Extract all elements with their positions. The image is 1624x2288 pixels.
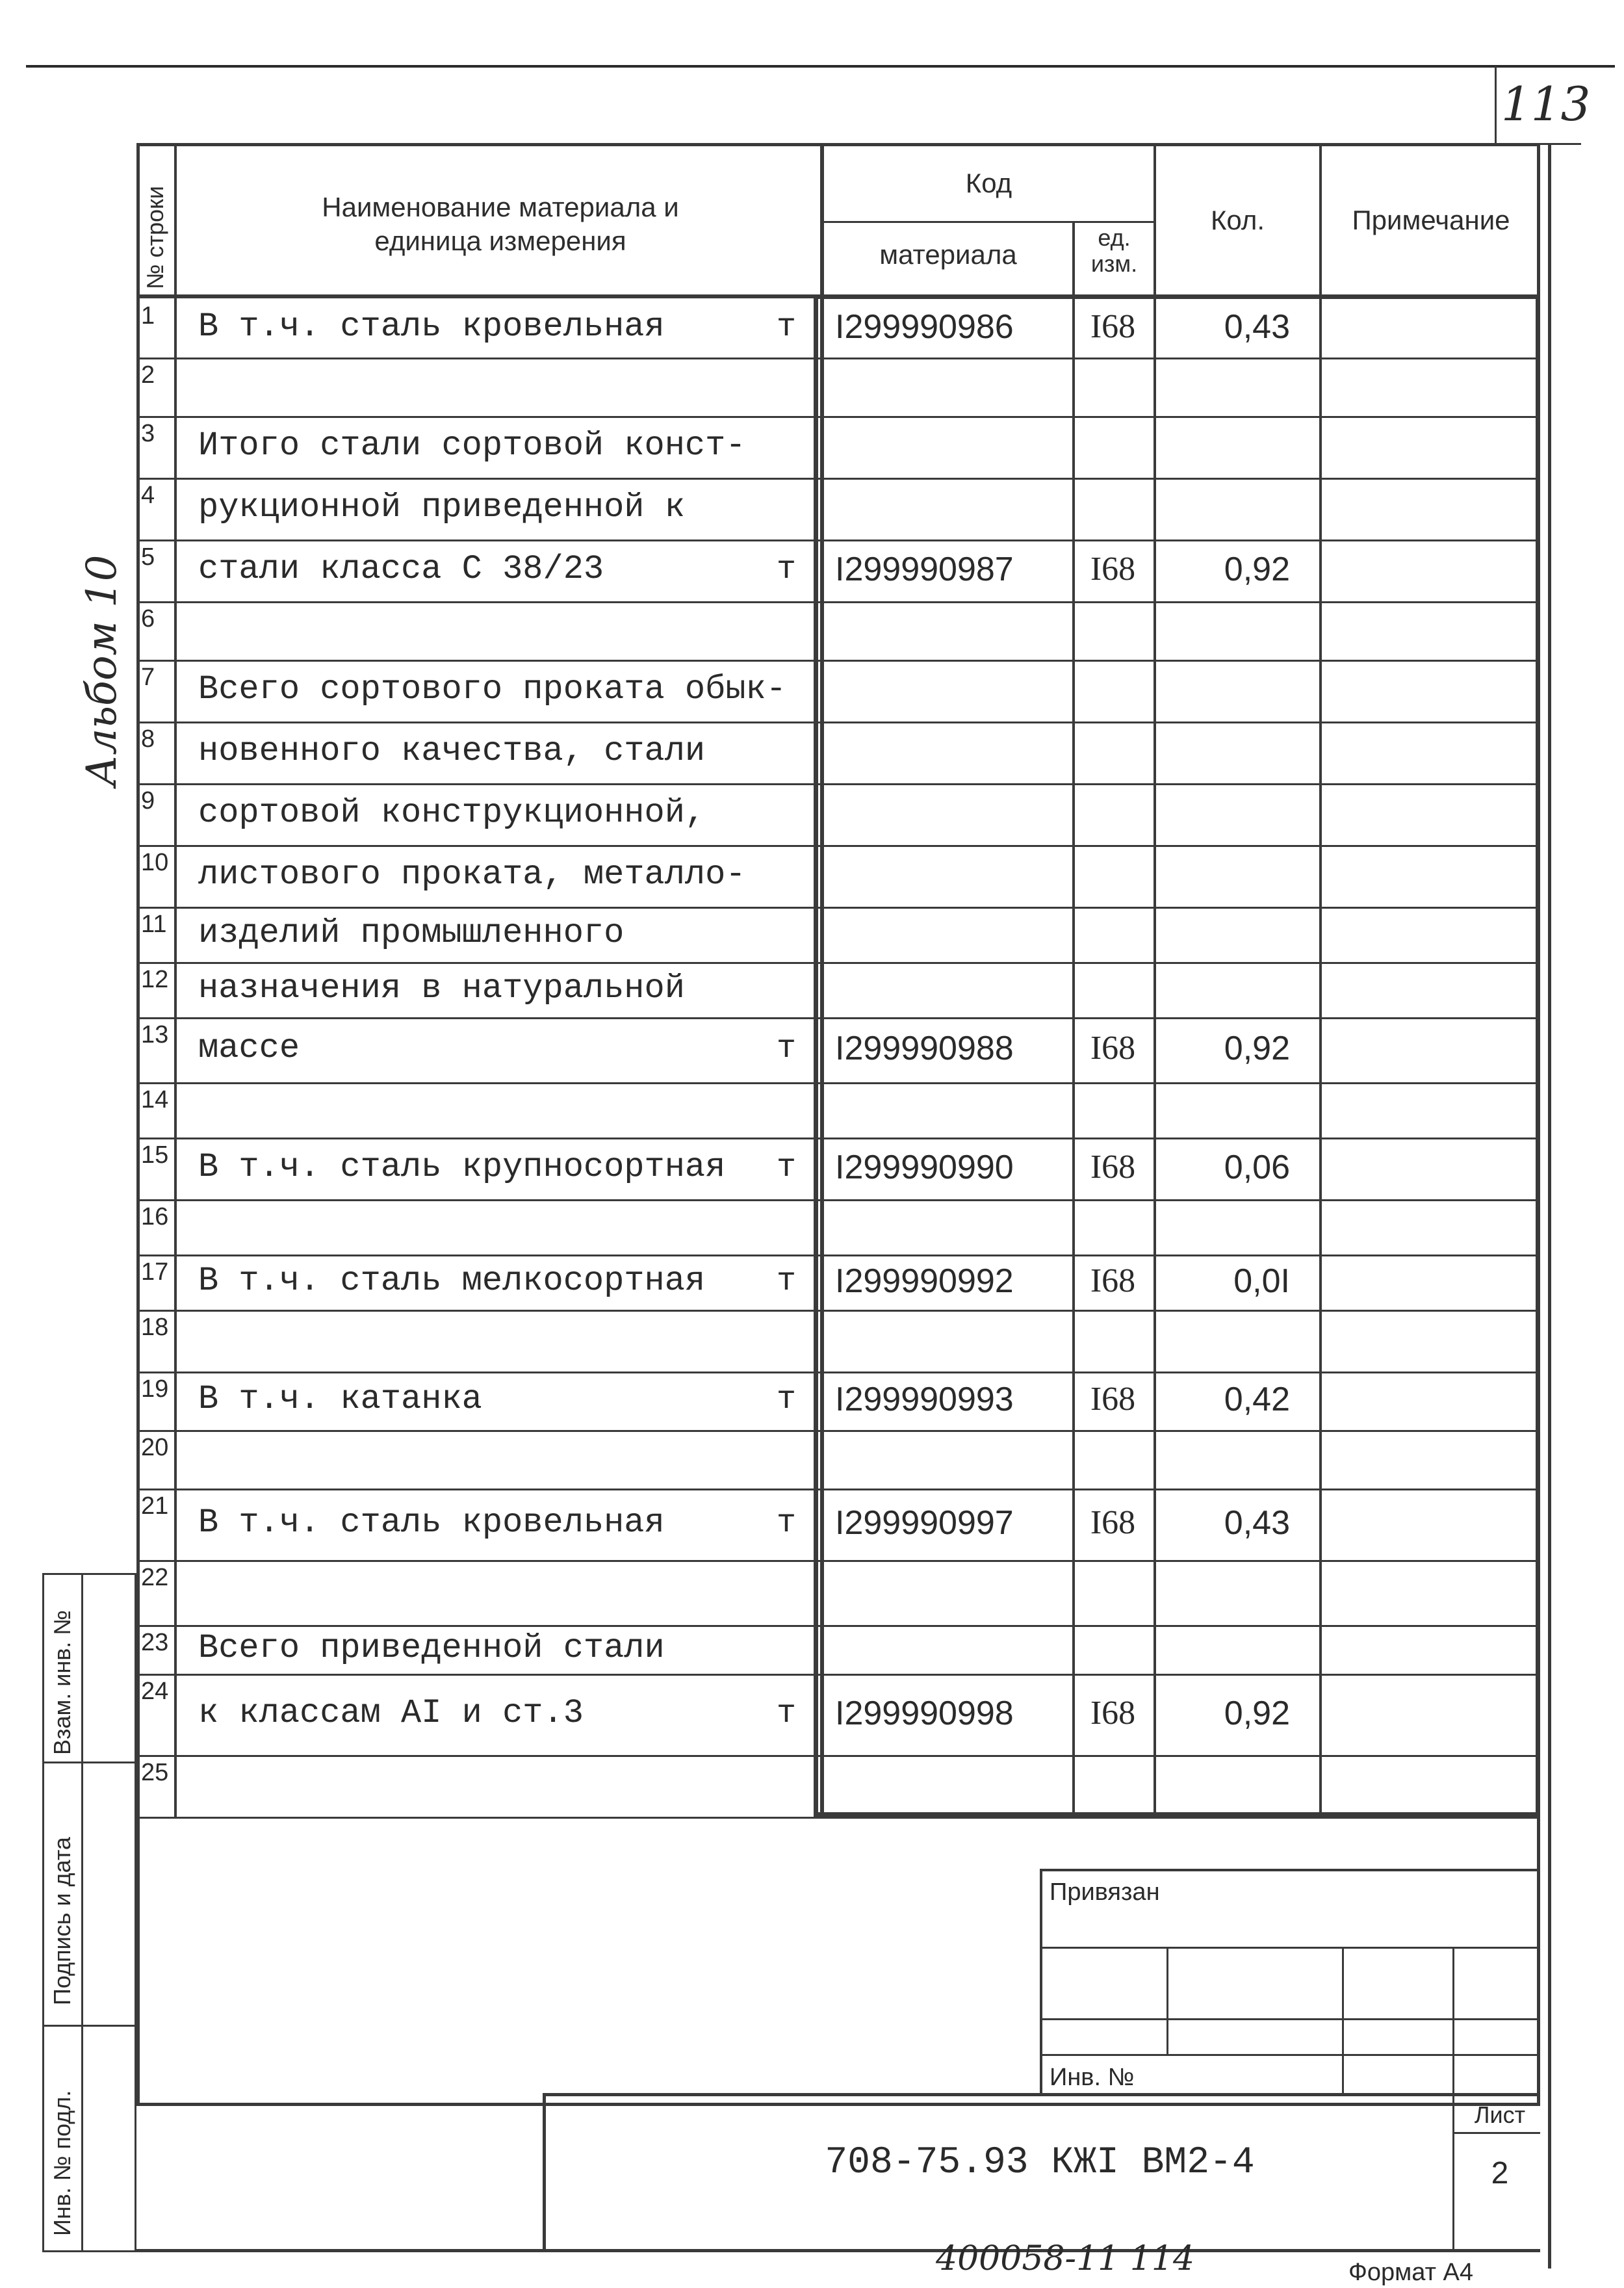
quantity: 0,42 [1224, 1381, 1290, 1418]
side-stamp-divider-2 [42, 2025, 136, 2027]
unit-code: I68 [1090, 1030, 1136, 1067]
row-number: 13 [141, 1021, 169, 1048]
row-number: 20 [141, 1434, 169, 1461]
material-name: изделий промышленного [198, 913, 625, 952]
header-name-line2: единица измерения [374, 226, 626, 256]
unit-label: т [777, 1381, 797, 1418]
material-name: В т.ч. сталь кровельная [198, 307, 665, 346]
inv-no-label: Инв. № [1050, 2064, 1135, 2091]
material-code: I299990997 [835, 1504, 1014, 1542]
row-number: 23 [141, 1629, 169, 1656]
side-stamp-podpis: Подпись и дата [49, 1837, 75, 2005]
attached-col-2 [1342, 1947, 1344, 2093]
code-subheader-line [820, 221, 1154, 223]
row-line [136, 1138, 1540, 1139]
quantity: 0,43 [1224, 307, 1290, 346]
row-line [136, 1310, 1540, 1312]
quantity: 0,92 [1224, 1694, 1290, 1732]
unit-label: т [777, 1262, 797, 1300]
row-number: 14 [141, 1086, 169, 1113]
attached-line-1 [1040, 1947, 1540, 1949]
material-code: I299990987 [835, 550, 1014, 588]
format-label: Формат А4 [1348, 2259, 1474, 2286]
unit-code: I68 [1090, 550, 1136, 588]
header-name-line1: Наименование материала и [322, 192, 679, 222]
row-line [136, 1430, 1540, 1432]
attached-line-2 [1040, 2018, 1540, 2020]
stamp-left-line [543, 2093, 546, 2252]
sheet-label: Лист [1474, 2101, 1526, 2128]
row-number: 8 [141, 725, 155, 753]
unit-code: I68 [1090, 307, 1136, 345]
row-line [136, 1755, 1540, 1757]
material-name: листового проката, металло- [198, 855, 746, 894]
quantity: 0,92 [1224, 550, 1290, 588]
unit-label: т [777, 1030, 797, 1067]
quantity: 0,92 [1224, 1030, 1290, 1067]
attached-col-3 [1452, 1947, 1454, 2093]
sheet-bottom-line [136, 2249, 1540, 2252]
row-number: 22 [141, 1564, 169, 1591]
row-number: 6 [141, 605, 155, 632]
row-number: 21 [141, 1492, 169, 1520]
row-line [136, 1560, 1540, 1562]
unit-label: т [777, 551, 797, 588]
material-name: сортовой конструкционной, [198, 793, 706, 832]
header-qty: Кол. [1210, 205, 1265, 235]
unit-code: I68 [1090, 1504, 1136, 1541]
unit-code: I68 [1090, 1148, 1136, 1186]
row-line [136, 845, 1540, 847]
side-stamp-divider-v [81, 1573, 83, 2252]
unit-code: I68 [1090, 1262, 1136, 1299]
header-code-material: материала [879, 239, 1017, 270]
row-line [136, 1254, 1540, 1256]
header-code: Код [965, 168, 1012, 198]
row-number: 25 [141, 1759, 169, 1786]
unit-code: I68 [1090, 1381, 1136, 1418]
row-number: 18 [141, 1314, 169, 1341]
side-stamp-divider-1 [42, 1762, 136, 1763]
header-line-no: № строки [142, 185, 168, 289]
row-line [136, 1082, 1540, 1084]
row-line [136, 1488, 1540, 1490]
side-stamp-inv-podl: Инв. № подл. [49, 2090, 75, 2236]
row-line [136, 1199, 1540, 1201]
material-name: Итого стали сортовой конст- [198, 426, 746, 465]
row-number: 2 [141, 361, 155, 389]
material-name: стали класса С 38/23 [198, 549, 604, 588]
attached-line-3 [1040, 2054, 1540, 2056]
unit-label: т [777, 1149, 797, 1186]
row-line [136, 478, 1540, 480]
row-number: 16 [141, 1203, 169, 1230]
material-name: к классам АI и ст.3 [198, 1693, 584, 1732]
row-line [136, 1017, 1540, 1019]
row-number: 15 [141, 1141, 169, 1169]
header-note: Примечание [1352, 205, 1510, 235]
row-line [136, 416, 1540, 418]
material-name: назначения в натуральной [198, 968, 685, 1008]
material-name: В т.ч. сталь мелкосортная [198, 1261, 706, 1300]
header-code-unit-2: изм. [1090, 250, 1138, 277]
album-label: Альбом 10 [78, 554, 126, 786]
quantity: 0,43 [1224, 1504, 1290, 1542]
unit-label: т [777, 308, 797, 346]
row-number: 19 [141, 1375, 169, 1403]
header-code-unit-1: ед. [1098, 224, 1131, 251]
attached-col-1 [1166, 1947, 1168, 2054]
material-name: массе [198, 1029, 300, 1067]
attached-label: Привязан [1050, 1878, 1160, 1906]
col-line-num [174, 143, 177, 1817]
row-number: 5 [141, 543, 155, 571]
right-edge-line [1548, 143, 1551, 2268]
row-number: 4 [141, 482, 155, 509]
material-code: I299990998 [835, 1694, 1014, 1732]
page-number: 113 [1501, 77, 1591, 131]
row-line [136, 1817, 1540, 1819]
sheet-cell-left [1452, 2093, 1454, 2252]
material-code: I299990988 [835, 1030, 1014, 1067]
material-code: I299990986 [835, 307, 1014, 346]
row-number: 9 [141, 787, 155, 814]
material-name: В т.ч. сталь крупносортная [198, 1147, 726, 1186]
sheet-number: 2 [1491, 2156, 1509, 2190]
row-line [136, 540, 1540, 541]
material-name: Всего сортового проката обык- [198, 670, 786, 708]
row-line [136, 1674, 1540, 1676]
row-number: 3 [141, 420, 155, 447]
material-name: Всего приведенной стали [198, 1628, 665, 1667]
stamp-top-line [543, 2093, 1540, 2096]
row-line [136, 783, 1540, 785]
material-code: I299990990 [835, 1148, 1014, 1186]
row-line [136, 660, 1540, 662]
row-number: 17 [141, 1258, 169, 1286]
row-number: 11 [141, 911, 167, 938]
row-line [136, 722, 1540, 723]
material-name: В т.ч. катанка [198, 1380, 482, 1418]
row-number: 1 [141, 302, 155, 330]
row-line [136, 907, 1540, 909]
row-number: 12 [141, 966, 169, 993]
row-number: 10 [141, 849, 169, 876]
row-line [136, 962, 1540, 964]
quantity: 0,06 [1224, 1148, 1290, 1186]
material-name: В т.ч. сталь кровельная [198, 1503, 665, 1542]
unit-label: т [777, 1505, 797, 1542]
document-code: 708-75.93 КЖI ВМ2-4 [825, 2142, 1255, 2184]
material-name: рукционной приведенной к [198, 488, 685, 526]
row-number: 24 [141, 1678, 169, 1705]
top-rule [26, 65, 1615, 68]
row-line [136, 1372, 1540, 1373]
row-line [136, 1625, 1540, 1627]
material-code: I299990993 [835, 1381, 1014, 1418]
row-line [136, 358, 1540, 359]
unit-label: т [777, 1695, 797, 1732]
sheet-cell-line [1452, 2132, 1540, 2134]
unit-code: I68 [1090, 1694, 1136, 1732]
material-name: новенного качества, стали [198, 731, 706, 770]
row-number: 7 [141, 664, 155, 691]
side-stamp-vzam: Взам. инв. № [49, 1609, 75, 1755]
quantity: 0,0I [1233, 1262, 1290, 1300]
row-line [136, 601, 1540, 603]
handwritten-number: 400058-11 114 [936, 2239, 1195, 2278]
material-code: I299990992 [835, 1262, 1014, 1300]
